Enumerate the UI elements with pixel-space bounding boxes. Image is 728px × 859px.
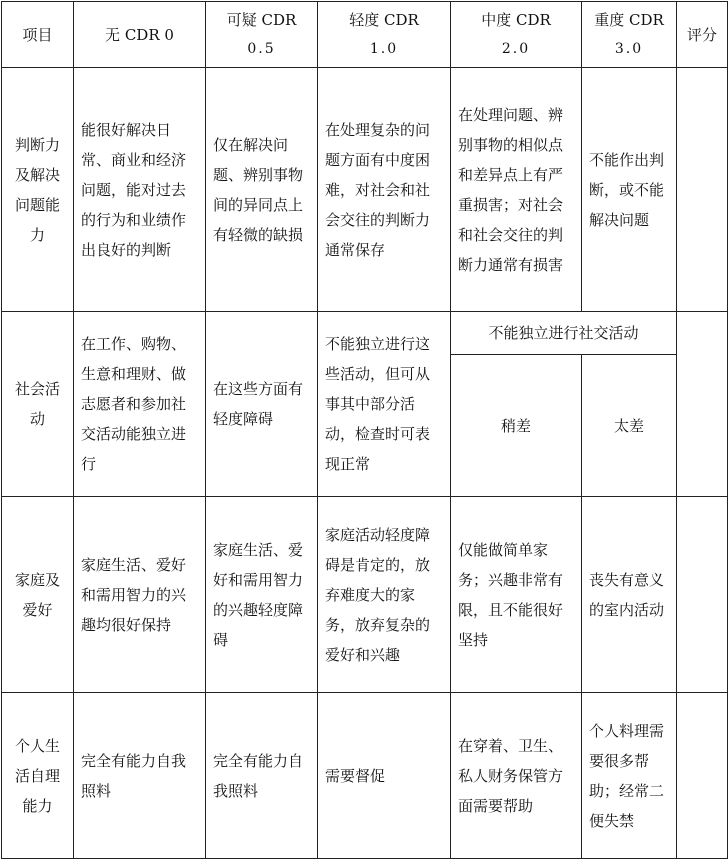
cell-home-severe: 丧失有意义的室内活动 bbox=[582, 497, 677, 693]
cell-selfcare-mild: 需要督促 bbox=[318, 693, 451, 859]
cell-social-severe: 太差 bbox=[582, 355, 677, 497]
cell-home-rating bbox=[677, 497, 728, 693]
cell-selfcare-none: 完全有能力自我照料 bbox=[74, 693, 206, 859]
cell-social-questionable: 在这些方面有轻度障碍 bbox=[206, 312, 318, 497]
header-moderate: 中度 CDR 2.0 bbox=[451, 2, 582, 68]
table-row bbox=[2, 68, 728, 312]
row-label-selfcare: 个人生活自理能力 bbox=[2, 693, 74, 859]
cell-social-rating bbox=[677, 312, 728, 497]
cell-selfcare-rating bbox=[677, 693, 728, 859]
header-questionable: 可疑 CDR 0.5 bbox=[206, 2, 318, 68]
cell-home-mild: 家庭活动轻度障碍是肯定的，放弃难度大的家务，放弃复杂的爱好和兴趣 bbox=[318, 497, 451, 693]
cell-judgment-mild: 在处理复杂的问题方面有中度困难，对社会和社会交往的判断力通常保存 bbox=[318, 68, 451, 312]
cell-selfcare-severe: 个人料理需要很多帮助；经常二便失禁 bbox=[582, 693, 677, 859]
cell-judgment-none: 能很好解决日常、商业和经济问题，能对过去的行为和业绩作出良好的判断 bbox=[74, 68, 206, 312]
header-mild: 轻度 CDR 1.0 bbox=[318, 2, 451, 68]
row-label-social: 社会活动 bbox=[2, 312, 74, 497]
cdr-table bbox=[1, 1, 728, 859]
cell-home-none: 家庭生活、爱好和需用智力的兴趣均很好保持 bbox=[74, 497, 206, 693]
cell-home-moderate: 仅能做简单家务；兴趣非常有限，且不能很好坚持 bbox=[451, 497, 582, 693]
header-row bbox=[2, 2, 728, 68]
cell-social-span-header: 不能独立进行社交活动 bbox=[451, 312, 677, 355]
cell-selfcare-moderate: 在穿着、卫生、私人财务保管方面需要帮助 bbox=[451, 693, 582, 859]
header-rating: 评分 bbox=[677, 2, 728, 68]
cell-judgment-moderate: 在处理问题、辨别事物的相似点和差异点上有严重损害；对社会和社会交往的判断力通常有损害 bbox=[451, 68, 582, 312]
header-none: 无 CDR 0 bbox=[74, 2, 206, 68]
cell-home-questionable: 家庭生活、爱好和需用智力的兴趣轻度障碍 bbox=[206, 497, 318, 693]
table-row bbox=[2, 497, 728, 693]
row-label-home: 家庭及爱好 bbox=[2, 497, 74, 693]
table-row bbox=[2, 312, 728, 355]
cell-judgment-rating bbox=[677, 68, 728, 312]
row-label-judgment: 判断力及解决问题能力 bbox=[2, 68, 74, 312]
header-severe: 重度 CDR 3.0 bbox=[582, 2, 677, 68]
cell-selfcare-questionable: 完全有能力自我照料 bbox=[206, 693, 318, 859]
cell-social-none: 在工作、购物、生意和理财、做志愿者和参加社交活动能独立进行 bbox=[74, 312, 206, 497]
cell-social-mild: 不能独立进行这些活动，但可从事其中部分活动，检查时可表现正常 bbox=[318, 312, 451, 497]
table-row bbox=[2, 693, 728, 859]
header-item: 项目 bbox=[2, 2, 74, 68]
cell-social-moderate: 稍差 bbox=[451, 355, 582, 497]
cell-judgment-questionable: 仅在解决问题、辨别事物间的异同点上有轻微的缺损 bbox=[206, 68, 318, 312]
cell-judgment-severe: 不能作出判断，或不能解决问题 bbox=[582, 68, 677, 312]
